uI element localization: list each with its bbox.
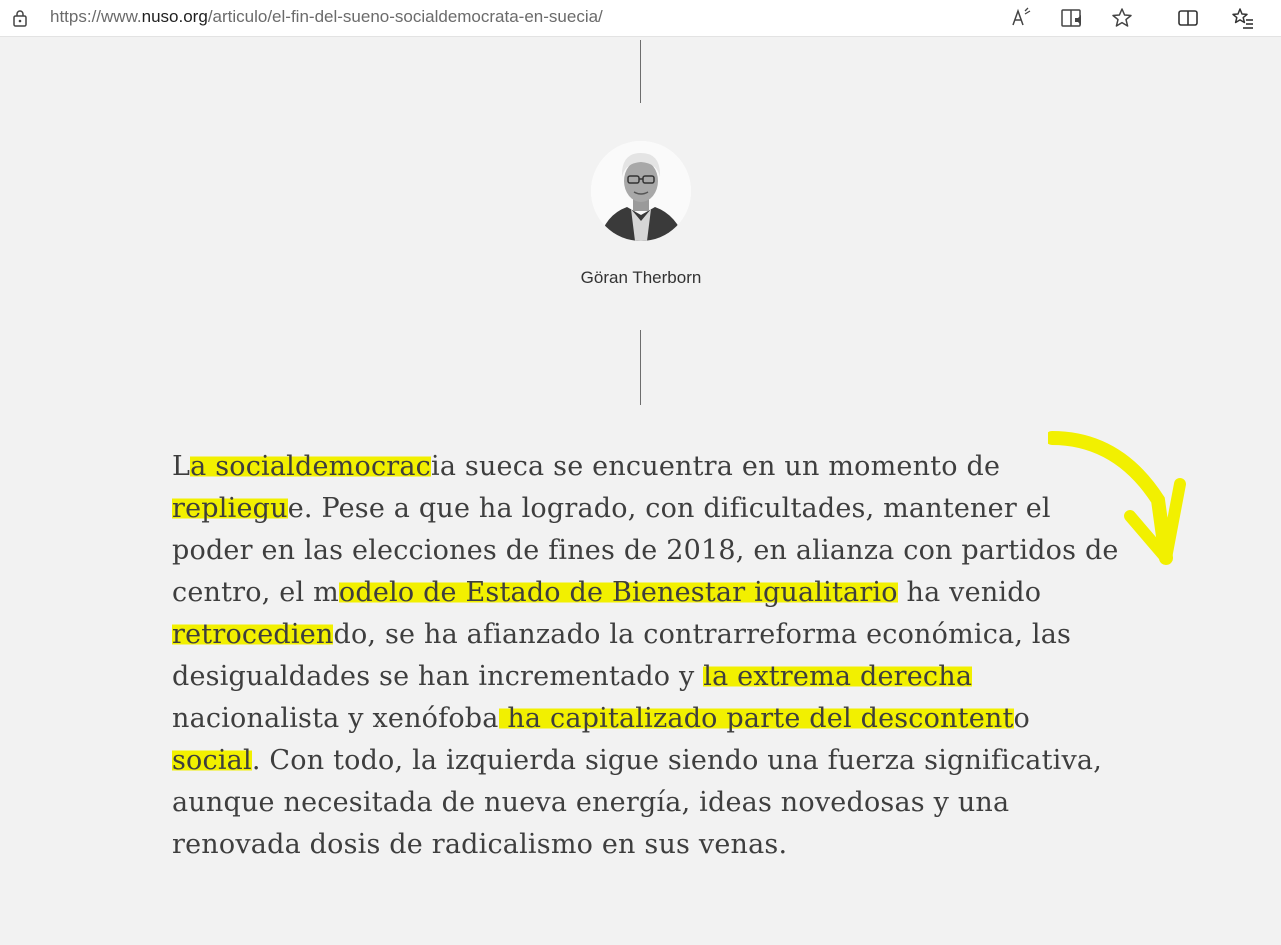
url-prefix: https://www. (50, 7, 142, 26)
lead-text: ha venido (897, 577, 1042, 608)
lead-text: e. Pese a que ha logrado, con dificultades, mantener el (287, 493, 1051, 524)
author-name[interactable]: Göran Therborn (580, 268, 702, 287)
highlighted-text: repliegu (172, 493, 288, 524)
lead-text: ia sueca se encuentra en un momento de (431, 451, 1001, 482)
lead-line (172, 446, 1132, 488)
lead-line (172, 530, 1132, 572)
lead-line (172, 740, 1132, 782)
highlighted-text: la extrema derecha (703, 661, 973, 692)
immersive-reader-icon[interactable] (1060, 6, 1084, 30)
lead-text: desigualdades se han incrementado y (172, 661, 704, 692)
author-avatar[interactable] (591, 141, 691, 241)
url-text[interactable] (50, 7, 603, 27)
lead-line (172, 698, 1132, 740)
favorite-star-icon[interactable] (1110, 6, 1134, 30)
highlighted-text: retrocedien (172, 619, 334, 650)
divider-top (640, 40, 641, 103)
lead-line (172, 614, 1132, 656)
highlighted-text: social (172, 745, 252, 776)
lead-text: poder en las elecciones de fines de 2018, en alianza con partidos de (172, 535, 1119, 566)
lead-text: o (1013, 703, 1031, 734)
read-aloud-icon[interactable] (1010, 6, 1034, 30)
url-path: /articulo/el-fin-del-sueno-socialdemocrata-en-suecia/ (207, 7, 603, 26)
lead-text: centro, el m (172, 577, 339, 608)
article-lead-paragraph (172, 446, 1132, 866)
lead-text: do, se ha afianzado la contrarreforma económica, las (333, 619, 1072, 650)
highlighted-text: odelo de Estado de Bienestar igualitario (338, 577, 898, 608)
lead-line (172, 488, 1132, 530)
lead-line (172, 656, 1132, 698)
lead-line (172, 782, 1132, 824)
browser-toolbar (0, 0, 1281, 37)
favorites-list-icon[interactable] (1231, 6, 1255, 30)
lock-icon[interactable] (12, 9, 28, 27)
lead-line (172, 824, 1132, 866)
lead-text: . Con todo, la izquierda sigue siendo una fuerza significativa, (251, 745, 1103, 776)
address-bar[interactable] (0, 0, 1152, 36)
highlighted-text: ha capitalizado parte del descontent (498, 703, 1014, 734)
divider-bottom (640, 330, 641, 405)
lead-text: nacionalista y xenófoba (172, 703, 499, 734)
highlighted-text: a socialdemocrac (190, 451, 431, 482)
lead-text: renovada dosis de radicalismo en sus venas. (172, 829, 788, 860)
lead-text: L (172, 451, 191, 482)
split-screen-icon[interactable] (1176, 6, 1200, 30)
url-host: nuso.org (141, 7, 208, 26)
lead-text: aunque necesitada de nueva energía, ideas novedosas y una (172, 787, 1010, 818)
lead-line (172, 572, 1132, 614)
